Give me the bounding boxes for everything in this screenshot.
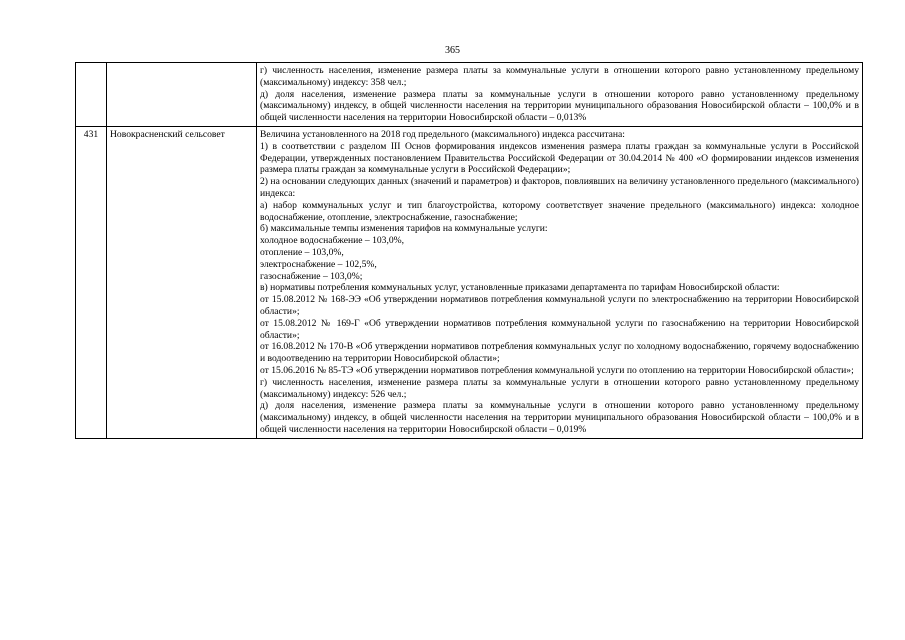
table-row — [76, 126, 863, 438]
row-number-cell: 431 — [76, 126, 107, 438]
municipalities-table — [75, 62, 863, 439]
description-paragraph: от 15.08.2012 № 168-ЭЭ «Об утверждении нормативов потребления коммунальной услуги по электроснабжению на территории Новосибирской области»; — [260, 294, 859, 317]
description-paragraph: отопление – 103,0%, — [260, 246, 344, 258]
table-row — [76, 63, 863, 127]
description-paragraph: д) доля населения, изменение размера платы за коммунальные услуги в отношении которого равно установленному предельному (максимальному) индексу, в общей численности населения на территории муниципального образования Новосибирской области – 100,0% и в общей численности населения на территории Новосибирской области – 0,019% — [260, 400, 859, 435]
description-cell — [257, 63, 863, 127]
description-paragraph: электроснабжение – 102,5%, — [260, 258, 377, 270]
description-paragraph: Величина установленного на 2018 год предельного (максимального) индекса рассчитана: — [260, 128, 625, 140]
municipality-name-cell: Новокрасненский сельсовет — [107, 126, 257, 438]
description-paragraph: б) максимальные темпы изменения тарифов на коммунальные услуги: — [260, 223, 548, 235]
description-paragraph: газоснабжение – 103,0%; — [260, 270, 363, 282]
page-number: 365 — [445, 45, 460, 56]
description-paragraph: г) численность населения, изменение размера платы за коммунальные услуги в отношении которого равно установленному предельному (максимальному) индексу: 358 чел.; — [260, 65, 859, 88]
description-paragraph: д) доля населения, изменение размера платы за коммунальные услуги в отношении которого равно установленному предельному (максимальному) индексу, в общей численности населения на территории муниципального образования Новосибирской области – 100,0% и в общей численности населения на территории Новосибирской области – 0,013% — [260, 88, 859, 124]
description-paragraph: от 16.08.2012 № 170-В «Об утверждении нормативов потребления коммунальных услуг по холодному водоснабжению, горячему водоснабжению и водоотведению на территории Новосибирской области»; — [260, 341, 859, 365]
description-paragraph: в) нормативы потребления коммунальных услуг, установленные приказами департамента по тарифам Новосибирской области: — [260, 282, 780, 294]
description-cell — [257, 126, 863, 438]
description-paragraph: от 15.08.2012 № 169-Г «Об утверждении нормативов потребления коммунальной услуги по газоснабжению на территории Новосибирской области»; — [260, 317, 859, 341]
row-number-cell — [76, 63, 107, 127]
description-paragraph: а) набор коммунальных услуг и тип благоустройства, которому соответствует значение предельного (максимального) индекса: холодное водоснабжение, отопление, электроснабжение, газоснабжение; — [260, 199, 859, 223]
description-paragraph: г) численность населения, изменение размера платы за коммунальные услуги в отношении которого равно установленному предельному (максимальному) индексу: 526 чел.; — [260, 376, 859, 400]
description-paragraph: холодное водоснабжение – 103,0%, — [260, 235, 405, 247]
description-paragraph: 1) в соответствии с разделом III Основ формирования индексов изменения размера платы граждан за коммунальные услуги в Российской Федерации, утвержденных постановлением Правительства Российской Федерации от 30.04.2014 № 400 «О формировании индексов изменения размера платы граждан за коммунальные услуги в Российской Федерации»; — [260, 140, 859, 176]
description-paragraph: 2) на основании следующих данных (значений и параметров) и факторов, повлиявших на величину установленного предельного (максимального) индекса: — [260, 176, 859, 199]
municipality-name-cell — [107, 63, 257, 127]
description-paragraph: от 15.06.2016 № 85-ТЭ «Об утверждении нормативов потребления коммунальной услуги по отоплению на территории Новосибирской области»; — [260, 364, 854, 376]
